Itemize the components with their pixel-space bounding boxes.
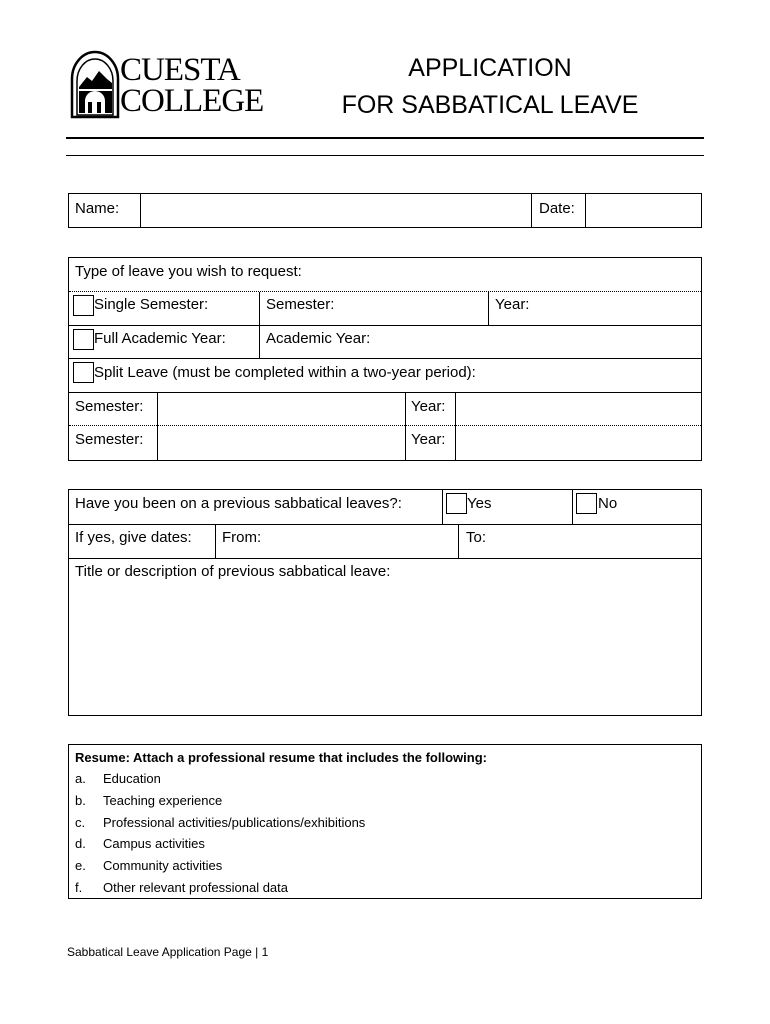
college-logo: [70, 49, 270, 119]
header-rule-thick: [66, 137, 704, 139]
split-semester-2-label: Semester:: [75, 431, 144, 448]
academic-year-label: Academic Year:: [266, 330, 371, 347]
previous-no-checkbox[interactable]: [576, 493, 597, 514]
name-label: Name:: [75, 200, 120, 217]
previous-sabbatical-table: [68, 489, 702, 716]
list-item: e. Community activities: [75, 858, 223, 873]
logo-text-college: COLLEGE: [120, 83, 264, 119]
name-date-table: [68, 193, 702, 228]
name-field[interactable]: [141, 194, 531, 227]
resume-requirements-box: [68, 744, 702, 899]
date-label: Date:: [539, 200, 575, 217]
split-year-2-label: Year:: [411, 431, 446, 448]
previous-description-label: Title or description of previous sabbatical leave:: [75, 563, 391, 580]
to-label: To:: [466, 529, 487, 546]
from-date-field[interactable]: [216, 525, 458, 558]
resume-heading: Resume: Attach a professional resume that includes the following:: [75, 750, 487, 765]
if-yes-dates-label: If yes, give dates:: [75, 529, 192, 546]
header-rule-thin: [66, 155, 704, 156]
page-title-line-2: FOR SABBATICAL LEAVE: [341, 91, 639, 119]
date-field[interactable]: [586, 194, 701, 227]
single-semester-label: Single Semester:: [94, 296, 209, 313]
split-leave-label: Split Leave (must be completed within a two-year period):: [94, 364, 476, 381]
previous-no-label: No: [598, 495, 618, 512]
leave-type-table: [68, 257, 702, 461]
leave-type-heading: Type of leave you wish to request:: [75, 263, 302, 280]
semester-label: Semester:: [266, 296, 335, 313]
split-semester-2-field[interactable]: [158, 426, 405, 460]
to-date-field[interactable]: [459, 525, 701, 558]
full-academic-year-label: Full Academic Year:: [94, 330, 226, 347]
split-year-1-field[interactable]: [456, 393, 701, 425]
list-item: a. Education: [75, 771, 161, 786]
full-academic-year-checkbox[interactable]: [73, 329, 94, 350]
previous-yes-checkbox[interactable]: [446, 493, 467, 514]
list-item: f. Other relevant professional data: [75, 880, 288, 895]
previous-sabbatical-question: Have you been on a previous sabbatical leaves?:: [75, 495, 402, 512]
previous-description-field[interactable]: [69, 585, 701, 715]
split-semester-1-field[interactable]: [158, 393, 405, 425]
split-semester-1-label: Semester:: [75, 398, 144, 415]
list-item: b. Teaching experience: [75, 793, 223, 808]
college-seal-icon: [70, 49, 120, 119]
list-item: c. Professional activities/publications/exhibitions: [75, 815, 366, 830]
list-item: d. Campus activities: [75, 836, 205, 851]
year-label: Year:: [495, 296, 530, 313]
previous-yes-label: Yes: [467, 495, 492, 512]
single-semester-checkbox[interactable]: [73, 295, 94, 316]
page-footer: Sabbatical Leave Application Page | 1: [67, 945, 269, 959]
split-year-1-label: Year:: [411, 398, 446, 415]
logo-text-cuesta: CUESTA: [120, 52, 240, 88]
split-year-2-field[interactable]: [456, 426, 701, 460]
split-leave-checkbox[interactable]: [73, 362, 94, 383]
page-title-line-1: APPLICATION: [408, 54, 572, 82]
from-label: From:: [222, 529, 262, 546]
